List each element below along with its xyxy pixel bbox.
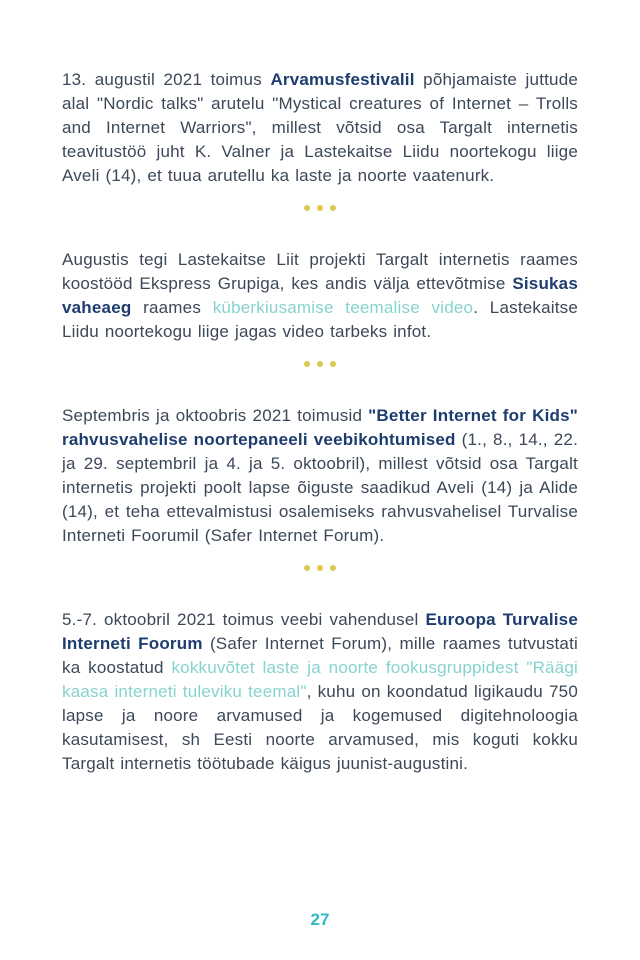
- paragraph-better-internet-for-kids: [62, 404, 578, 548]
- text-run: (Safer Internet Forum), mille raames tutvustati ka koostatud: [62, 634, 578, 677]
- divider-dot: [304, 205, 310, 211]
- divider-dot: [317, 205, 323, 211]
- divider-dot: [304, 361, 310, 367]
- divider-dot: [330, 565, 336, 571]
- divider-dot: [317, 361, 323, 367]
- inline-link[interactable]: kokkuvõtet laste ja noorte fookusgruppidest "Räägi kaasa interneti tuleviku teemal": [62, 658, 578, 701]
- text-run: , kuhu on koondatud ligikaudu 750 lapse ja noore arvamused ja kogemused digitehnoloogia kasutamisest, sh Eesti noorte arvamused, mis koguti kokku Targalt internetis töötubade käigus juunist-augustini.: [62, 682, 578, 773]
- text-run: (1., 8., 14., 22. ja 29. septembril ja 4. ja 5. oktoobril), millest võtsid osa Targalt internetis projekti poolt lapse õiguste saadikud Aveli (14) ja Alide (14), et teha ettevalmistusi osalemiseks rahvusvahelisel Turvalise Interneti Foorumil (Safer Internet Forum).: [62, 430, 578, 545]
- emphasis-text: Euroopa Turvalise Interneti Foorum: [62, 610, 578, 653]
- emphasis-text: Sisukas vaheaeg: [62, 274, 578, 317]
- emphasis-text: "Better Internet for Kids" rahvusvahelise noortepaneeli veebikohtumised: [62, 406, 579, 449]
- text-run: põhjamaiste juttude alal "Nordic talks" arutelu "Mystical creatures of Internet – Trolls and Internet Warriors", millest võtsid osa Targalt internetis teavitustöö juht K. Valner ja Lastekaitse Liidu noortekogu liige Aveli (14), et tuua arutellu ka laste ja noorte vaatenurk.: [62, 70, 579, 185]
- text-run: Septembris ja oktoobris 2021 toimusid: [62, 406, 369, 425]
- divider-dot: [304, 565, 310, 571]
- section-divider: [62, 565, 578, 571]
- section-divider: [62, 361, 578, 367]
- inline-link[interactable]: küberkiusamise teemalise video: [212, 298, 474, 317]
- paragraph-safer-internet-forum: [62, 608, 578, 776]
- section-divider: [62, 205, 578, 211]
- text-run: 5.-7. oktoobril 2021 toimus veebi vahendusel: [62, 610, 426, 629]
- divider-dot: [330, 361, 336, 367]
- divider-dot: [330, 205, 336, 211]
- text-run: . Lastekaitse Liidu noortekogu liige jagas video tarbeks infot.: [62, 298, 579, 341]
- text-run: raames: [131, 298, 213, 317]
- paragraph-arvamusfestival: [62, 68, 578, 188]
- divider-dot: [317, 565, 323, 571]
- page-number: 27: [310, 910, 330, 929]
- text-run: 13. augustil 2021 toimus: [62, 70, 271, 89]
- text-run: Augustis tegi Lastekaitse Liit projekti Targalt internetis raames koostööd Ekspress Grupiga, kes andis välja ettevõtmise: [62, 250, 578, 293]
- paragraph-sisukas-vaheaeg: [62, 248, 578, 344]
- emphasis-text: Arvamusfestivalil: [270, 70, 415, 89]
